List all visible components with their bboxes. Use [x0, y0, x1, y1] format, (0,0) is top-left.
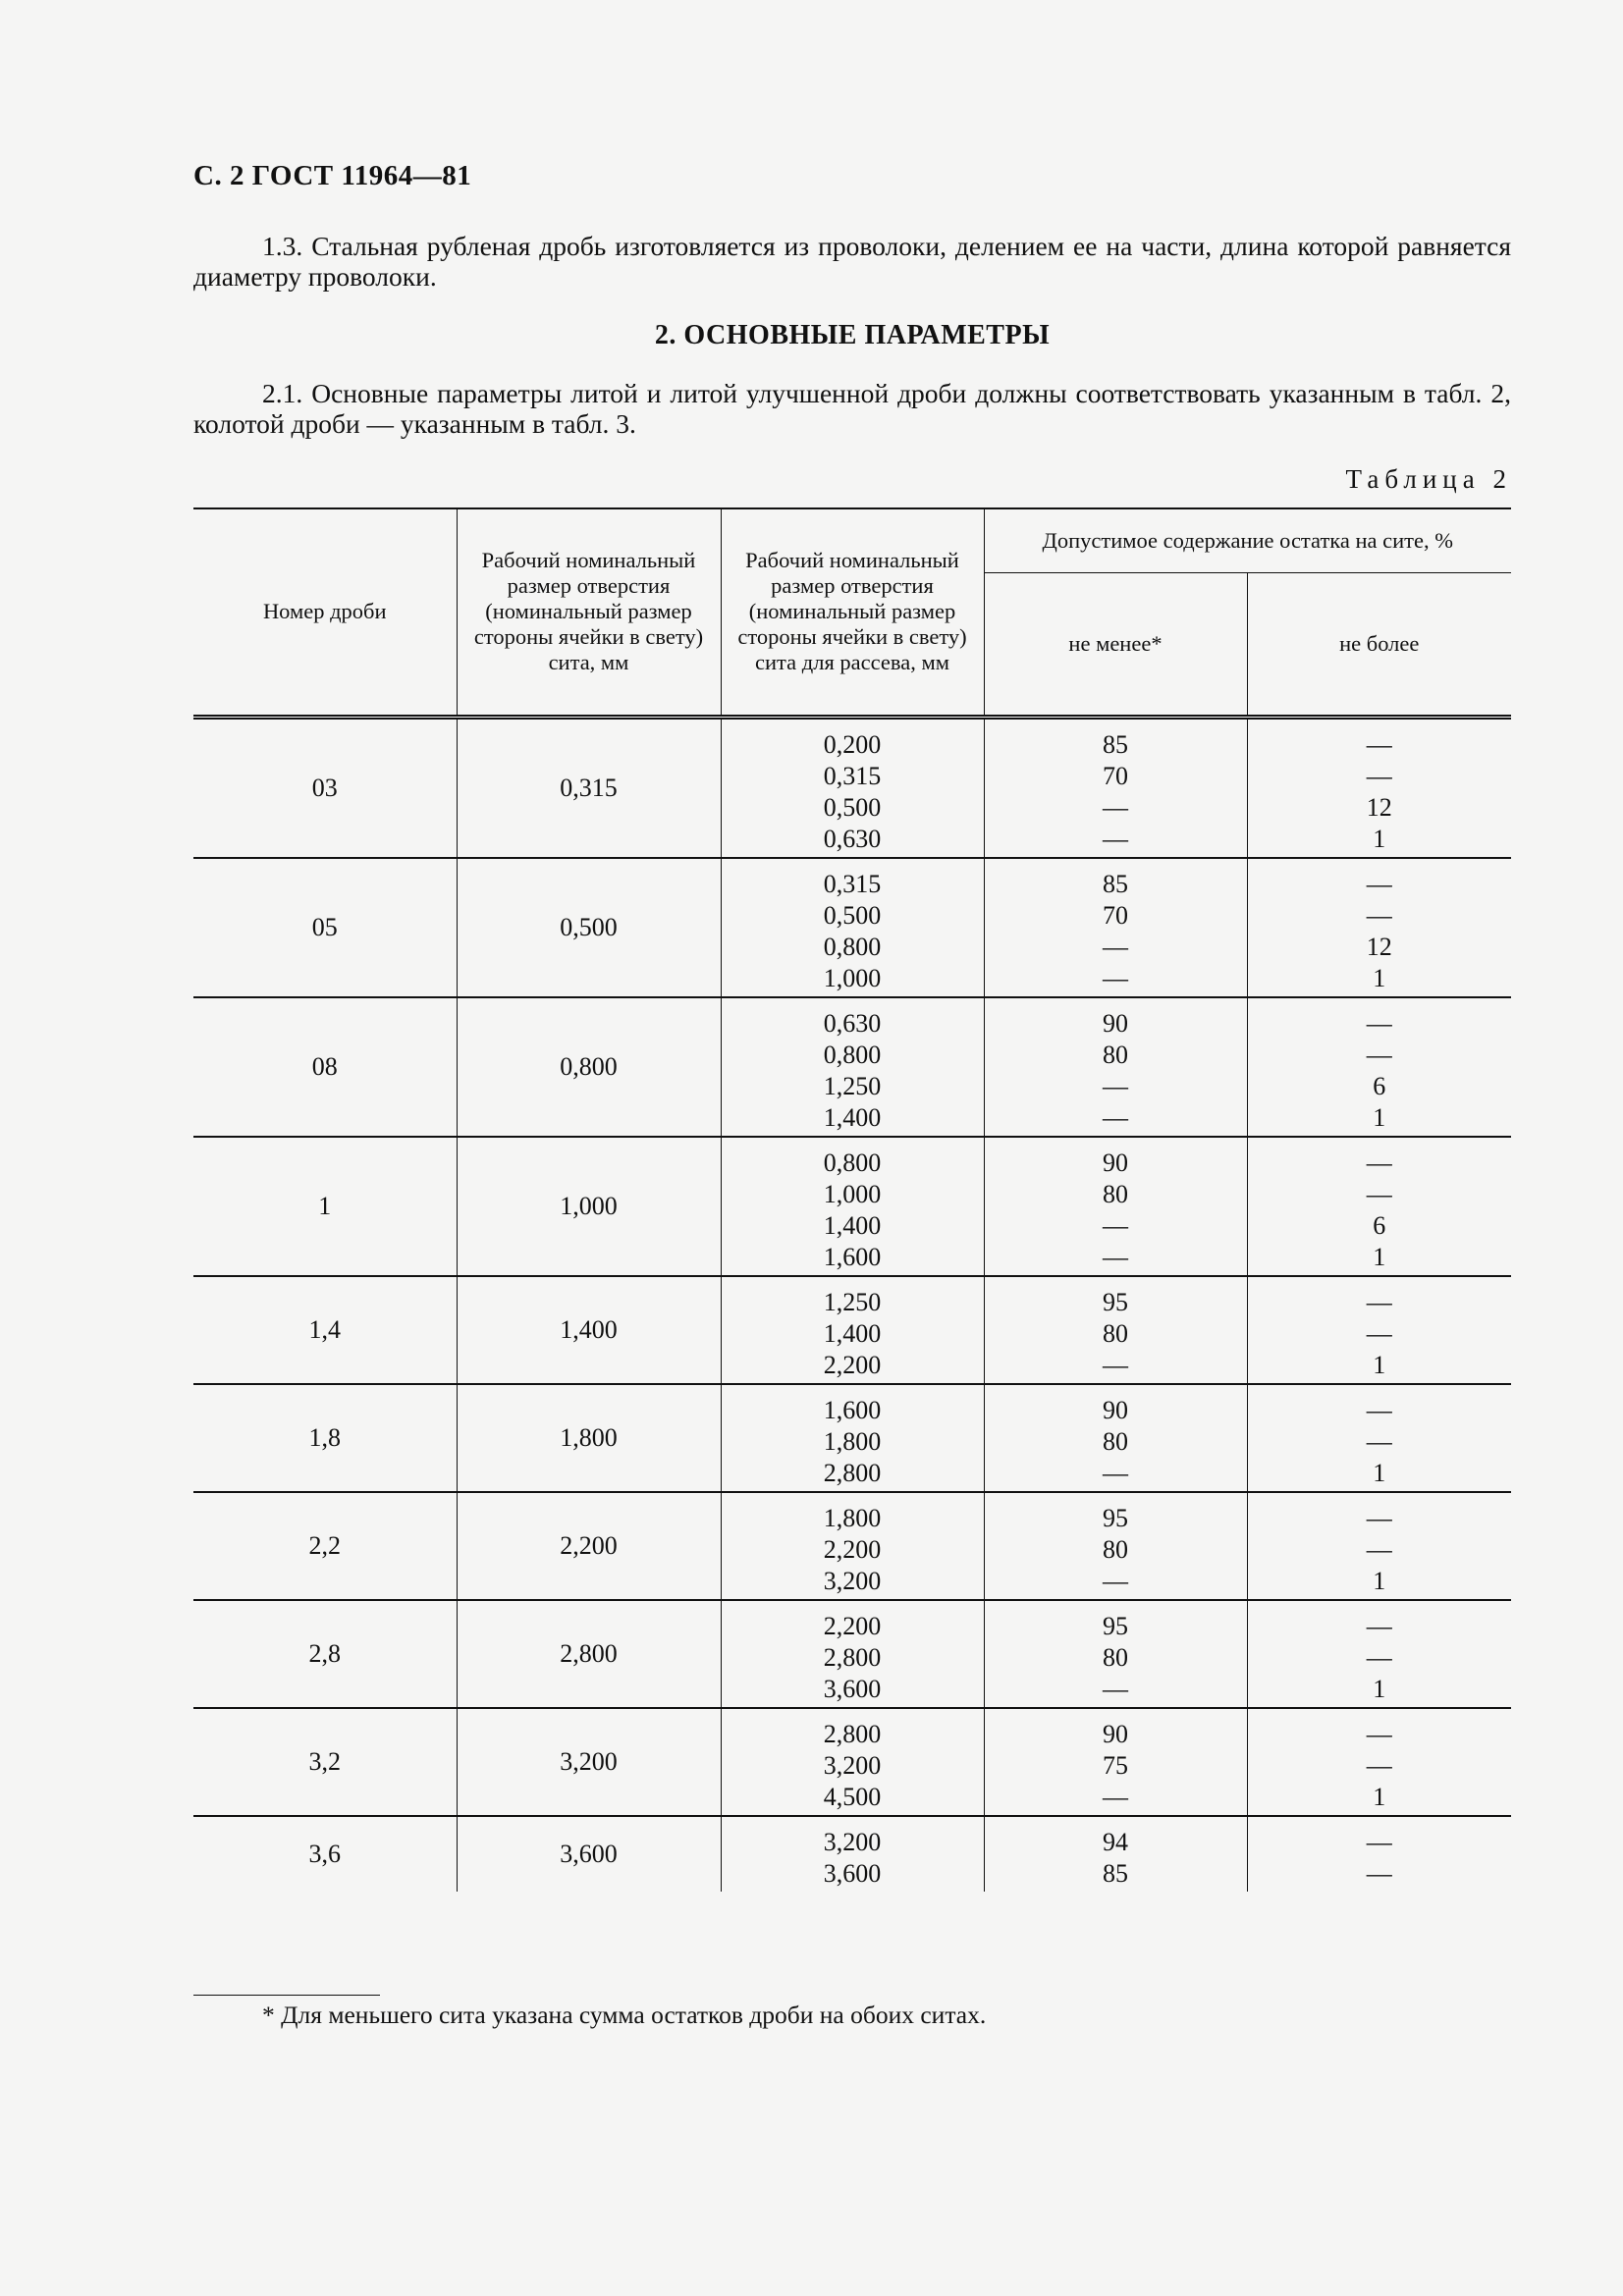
- sieve-value: 2,800: [823, 1642, 882, 1672]
- paragraph-1-3: [193, 231, 1511, 292]
- sieve-value: 3,200: [823, 1566, 882, 1595]
- table-row: [193, 858, 1511, 997]
- sieve-value: 0,500: [823, 900, 882, 930]
- cell-max-list: [1247, 997, 1511, 1137]
- min-value: —: [1103, 932, 1128, 961]
- cell-nominal-size: 1,000: [457, 1137, 721, 1276]
- min-value: —: [1103, 1674, 1128, 1703]
- max-value: —: [1366, 1040, 1392, 1069]
- max-value: —: [1366, 1750, 1392, 1780]
- table-row: [193, 1276, 1511, 1384]
- max-value: —: [1366, 1148, 1392, 1177]
- cell-shot-number: 2,8: [193, 1600, 457, 1708]
- cell-min-list: [984, 1276, 1247, 1384]
- sieve-value: 2,200: [823, 1534, 882, 1564]
- cell-shot-number: 2,2: [193, 1492, 457, 1600]
- table-row: [193, 1816, 1511, 1892]
- max-value: —: [1366, 1008, 1392, 1038]
- min-value: 80: [1103, 1040, 1128, 1069]
- table-row: [193, 997, 1511, 1137]
- sieve-value: 2,200: [823, 1350, 882, 1379]
- max-value: —: [1366, 1426, 1392, 1456]
- min-value: 90: [1103, 1148, 1128, 1177]
- max-value: —: [1366, 1395, 1392, 1424]
- max-value: —: [1366, 1642, 1392, 1672]
- cell-nominal-size: 2,800: [457, 1600, 721, 1708]
- max-value: 1: [1373, 1566, 1386, 1595]
- header-shot-number: Номер дроби: [193, 508, 457, 717]
- cell-sieve-list: [721, 1600, 984, 1708]
- max-value: —: [1366, 1179, 1392, 1208]
- header-min: не менее*: [984, 572, 1247, 717]
- sieve-value: 0,200: [823, 729, 882, 759]
- max-value: 1: [1373, 1242, 1386, 1271]
- sieve-value: 1,600: [823, 1395, 882, 1424]
- cell-shot-number: 08: [193, 997, 457, 1137]
- max-value: —: [1366, 1719, 1392, 1748]
- sieve-value: 1,250: [823, 1287, 882, 1316]
- header-nominal-size: Рабочий номинальный размер отверстия (номинальный размер стороны ячейки в свету) сита, мм: [457, 508, 721, 717]
- min-value: 80: [1103, 1534, 1128, 1564]
- sieve-value: 4,500: [823, 1782, 882, 1811]
- min-value: 80: [1103, 1642, 1128, 1672]
- cell-sieve-list: [721, 1816, 984, 1892]
- sieve-value: 0,800: [823, 932, 882, 961]
- max-value: 6: [1373, 1071, 1386, 1100]
- min-value: 85: [1103, 1858, 1128, 1888]
- min-value: 70: [1103, 761, 1128, 790]
- cell-max-list: [1247, 1492, 1511, 1600]
- min-value: 95: [1103, 1503, 1128, 1532]
- cell-nominal-size: 0,500: [457, 858, 721, 997]
- cell-sieve-list: [721, 1492, 984, 1600]
- cell-shot-number: 1,4: [193, 1276, 457, 1384]
- sieve-value: 1,000: [823, 963, 882, 992]
- cell-nominal-size: 1,400: [457, 1276, 721, 1384]
- cell-min-list: [984, 1708, 1247, 1816]
- footnote: * Для меньшего сита указана сумма остатков дроби на обоих ситах.: [262, 2001, 987, 2029]
- max-value: —: [1366, 1858, 1392, 1888]
- cell-sieve-list: [721, 717, 984, 858]
- paragraph-2-1-text: 2.1. Основные параметры литой и литой улучшенной дроби должны соответствовать указанным в табл. 2, колотой дроби — указанным в табл. 3.: [193, 378, 1511, 439]
- min-value: —: [1103, 1782, 1128, 1811]
- max-value: —: [1366, 1503, 1392, 1532]
- cell-max-list: [1247, 1384, 1511, 1492]
- min-value: 80: [1103, 1318, 1128, 1348]
- min-value: 80: [1103, 1179, 1128, 1208]
- min-value: —: [1103, 1102, 1128, 1132]
- min-value: —: [1103, 1071, 1128, 1100]
- max-value: 1: [1373, 1782, 1386, 1811]
- min-value: 85: [1103, 729, 1128, 759]
- cell-sieve-list: [721, 997, 984, 1137]
- sieve-value: 1,400: [823, 1102, 882, 1132]
- min-value: 90: [1103, 1719, 1128, 1748]
- cell-max-list: [1247, 1137, 1511, 1276]
- sieve-value: 2,800: [823, 1719, 882, 1748]
- cell-max-list: [1247, 1816, 1511, 1892]
- cell-shot-number: 3,6: [308, 1839, 341, 1868]
- min-value: —: [1103, 1350, 1128, 1379]
- cell-sieve-list: [721, 858, 984, 997]
- cell-shot-number: 3,2: [193, 1708, 457, 1816]
- max-value: 1: [1373, 1458, 1386, 1487]
- min-value: —: [1103, 792, 1128, 822]
- cell-min-list: [984, 997, 1247, 1137]
- cell-nominal-size: 0,315: [457, 717, 721, 858]
- sieve-value: 1,800: [823, 1426, 882, 1456]
- max-value: 1: [1373, 963, 1386, 992]
- min-value: —: [1103, 1210, 1128, 1240]
- sieve-value: 1,400: [823, 1210, 882, 1240]
- sieve-value: 2,200: [823, 1611, 882, 1640]
- sieve-value: 0,315: [823, 761, 882, 790]
- cell-min-list: [984, 1816, 1247, 1892]
- header-residue-group: Допустимое содержание остатка на сите, %: [984, 508, 1511, 572]
- table-row: [193, 1384, 1511, 1492]
- cell-shot-number: 1: [193, 1137, 457, 1276]
- min-value: 90: [1103, 1008, 1128, 1038]
- cell-nominal-size: 3,600: [457, 1816, 721, 1892]
- sieve-value: 0,315: [823, 869, 882, 898]
- sieve-value: 1,600: [823, 1242, 882, 1271]
- table-row: [193, 1492, 1511, 1600]
- max-value: 1: [1373, 1350, 1386, 1379]
- cell-min-list: [984, 1384, 1247, 1492]
- max-value: 6: [1373, 1210, 1386, 1240]
- cell-max-list: [1247, 858, 1511, 997]
- max-value: —: [1366, 869, 1392, 898]
- sieve-value: 1,000: [823, 1179, 882, 1208]
- max-value: —: [1366, 729, 1392, 759]
- cell-shot-number: 1,8: [193, 1384, 457, 1492]
- table-row: [193, 1600, 1511, 1708]
- cell-sieve-list: [721, 1276, 984, 1384]
- max-value: —: [1366, 1287, 1392, 1316]
- max-value: —: [1366, 1534, 1392, 1564]
- min-value: 90: [1103, 1395, 1128, 1424]
- section-title: 2. ОСНОВНЫЕ ПАРАМЕТРЫ: [654, 320, 1051, 350]
- cell-nominal-size: 3,200: [457, 1708, 721, 1816]
- sieve-value: 2,800: [823, 1458, 882, 1487]
- cell-min-list: [984, 858, 1247, 997]
- sieve-value: 3,600: [823, 1674, 882, 1703]
- min-value: —: [1103, 1242, 1128, 1271]
- cell-nominal-size: 1,800: [457, 1384, 721, 1492]
- cell-nominal-size: 0,800: [457, 997, 721, 1137]
- cell-shot-number: 05: [193, 858, 457, 997]
- sieve-value: 3,200: [823, 1827, 882, 1856]
- table-body: [193, 717, 1511, 1892]
- max-value: —: [1366, 900, 1392, 930]
- max-value: —: [1366, 1827, 1392, 1856]
- cell-min-list: [984, 1492, 1247, 1600]
- paragraph-1-3-text: 1.3. Стальная рубленая дробь изготовляется из проволоки, делением ее на части, длина которой равняется диаметру проволоки.: [193, 231, 1511, 292]
- cell-max-list: [1247, 1708, 1511, 1816]
- cell-min-list: [984, 1600, 1247, 1708]
- cell-sieve-list: [721, 1708, 984, 1816]
- sieve-value: 3,600: [823, 1858, 882, 1888]
- max-value: 1: [1373, 1102, 1386, 1132]
- max-value: 12: [1366, 932, 1392, 961]
- cell-shot-number: 03: [193, 717, 457, 858]
- sieve-value: 0,500: [823, 792, 882, 822]
- min-value: 75: [1103, 1750, 1128, 1780]
- header-sieving-size: Рабочий номинальный размер отверстия (номинальный размер стороны ячейки в свету) сита для рассева, мм: [721, 508, 984, 717]
- table-row: [193, 1137, 1511, 1276]
- cell-sieve-list: [721, 1137, 984, 1276]
- footnote-divider: [193, 1995, 380, 1996]
- cell-nominal-size: 2,200: [457, 1492, 721, 1600]
- min-value: 80: [1103, 1426, 1128, 1456]
- sieve-value: 1,400: [823, 1318, 882, 1348]
- min-value: 85: [1103, 869, 1128, 898]
- paragraph-2-1: [193, 378, 1511, 439]
- page-header: С. 2 ГОСТ 11964—81: [193, 160, 472, 191]
- sieve-value: 0,800: [823, 1148, 882, 1177]
- cell-sieve-list: [721, 1384, 984, 1492]
- max-value: 1: [1373, 824, 1386, 853]
- min-value: 70: [1103, 900, 1128, 930]
- min-value: —: [1103, 824, 1128, 853]
- sieve-value: 0,630: [823, 824, 882, 853]
- max-value: 1: [1373, 1674, 1386, 1703]
- min-value: —: [1103, 1458, 1128, 1487]
- min-value: 95: [1103, 1611, 1128, 1640]
- sieve-value: 3,200: [823, 1750, 882, 1780]
- sieve-value: 0,630: [823, 1008, 882, 1038]
- cell-max-list: [1247, 1276, 1511, 1384]
- max-value: —: [1366, 761, 1392, 790]
- table-row: [193, 717, 1511, 858]
- table-row: [193, 1708, 1511, 1816]
- sieve-value: 0,800: [823, 1040, 882, 1069]
- cell-min-list: [984, 717, 1247, 858]
- max-value: —: [1366, 1611, 1392, 1640]
- sieve-value: 1,800: [823, 1503, 882, 1532]
- min-value: 95: [1103, 1287, 1128, 1316]
- min-value: —: [1103, 963, 1128, 992]
- max-value: —: [1366, 1318, 1392, 1348]
- min-value: 94: [1103, 1827, 1128, 1856]
- max-value: 12: [1366, 792, 1392, 822]
- cell-min-list: [984, 1137, 1247, 1276]
- cell-max-list: [1247, 717, 1511, 858]
- cell-max-list: [1247, 1600, 1511, 1708]
- sieve-table: [193, 507, 1511, 1892]
- min-value: —: [1103, 1566, 1128, 1595]
- header-max: не более: [1247, 572, 1511, 717]
- sieve-value: 1,250: [823, 1071, 882, 1100]
- table-caption: Таблица 2: [1345, 464, 1512, 494]
